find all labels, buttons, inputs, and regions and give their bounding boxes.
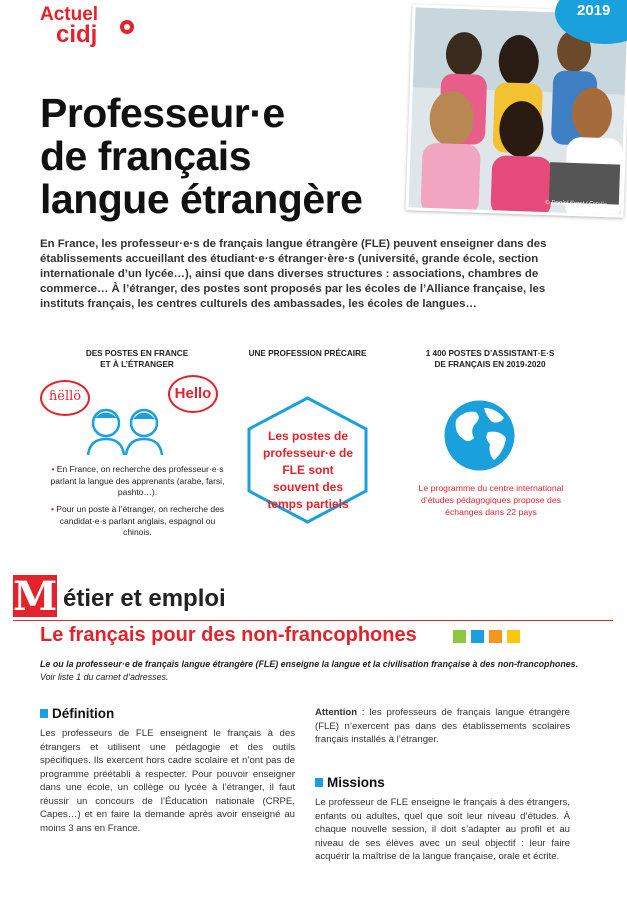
col2-title: UNE PROFESSION PRÉCAIRE	[248, 349, 367, 358]
speech-bubble-left: ɦëllö	[40, 380, 90, 416]
title-line2: de français	[40, 133, 251, 179]
section-initial: M	[13, 573, 58, 620]
definition-heading-text: Définition	[52, 706, 115, 721]
lead-paragraph	[40, 658, 585, 684]
section-rule	[13, 620, 613, 621]
missions-heading-text: Missions	[327, 775, 385, 790]
definition-heading	[40, 706, 114, 721]
section-subtitle: Le français pour des non-francophones	[40, 624, 417, 646]
lead-text: Le ou la professeur·e de français langue étrangère (FLE) enseigne la langue et la civilisation française à des non-francophones.	[40, 659, 579, 669]
col1-bullet1: • En France, on recherche des professeur·e·s parlant la langue des apprenants (arabe, farsi, pashto…).	[50, 464, 225, 497]
definition-text: Les professeurs de FLE enseignent le français à des étrangers et utilisent une pédagogie et des outils spécifiques. Ils exercent hors cadre scolaire et n’ont pas de programme préétabli à respecter. Pour pouvoir enseigner dans une école, un collège ou lycée à l’étranger, il faut réussir un concours de l’Éducation nationale (CRPE, Capes…) et en faire la demande après avoir enseigné au moins 3 ans en France.	[40, 728, 295, 834]
blue-square	[471, 630, 484, 643]
green-square	[453, 630, 466, 643]
col1-bullet2-text: Pour un poste à l’étranger, on recherche des candidat·e·s parlant anglais, espagnol ou chinois.	[56, 504, 225, 537]
orange-square	[489, 630, 502, 643]
logo-flower-icon	[120, 20, 134, 34]
col3-title-line2: DE FRANÇAIS EN 2019-2020	[434, 360, 546, 369]
col1-title-line2: ET À L’ÉTRANGER	[100, 360, 174, 369]
yellow-square	[507, 630, 520, 643]
logo-line1: Actuel	[40, 4, 99, 25]
hexagon-text: Les postes de professeur·e de FLE sont souvent des temps partiels	[262, 429, 354, 511]
intro-paragraph: En France, les professeur·e·s de français langue étrangère (FLE) peuvent enseigner dans des établissements accueillant des étudiant·e·s étranger·ère·s (université, grande école, section internationale d’un lycée…), ainsi que dans diverses structures : associations, chambres de commerce… À l’étranger, des postes sont proposés par les écoles de l’Alliance française, les instituts français, les centres culturels des ambassades, les écoles de langues…	[40, 238, 547, 310]
missions-heading	[315, 775, 385, 790]
col1-title-line1: DES POSTES EN FRANCE	[85, 349, 189, 358]
definition-square-icon	[40, 709, 48, 718]
attention-paragraph	[315, 706, 570, 747]
attention-label: Attention	[315, 707, 358, 718]
actuel-cidj-logo	[40, 6, 98, 47]
year-badge: 2019	[555, 0, 627, 44]
lead-reference: Voir liste 1 du carnet d’adresses.	[40, 672, 169, 682]
col1-bullet2: • Pour un poste à l’étranger, on recherche des candidat·e·s parlant anglais, espagnol ou chinois.	[50, 504, 225, 537]
col1-title	[62, 348, 212, 370]
speech-bubble-right: Hello	[168, 375, 218, 413]
color-squares	[453, 630, 525, 648]
col3-title-line1: 1 400 POSTES D’ASSISTANT·E·S	[425, 349, 555, 358]
title-line3: langue étrangère	[40, 176, 363, 222]
attention-text: : les professeurs de français langue étrangère (FLE) n’exercent pas dans des établissements scolaires français installés à l’étranger.	[315, 707, 570, 745]
missions-text: Le professeur de FLE enseigne le français à des étrangers, enfants ou adultes, quel que soit leur niveau d’études. À chaque nouvelle session, il doit s’adapter au profil et au niveau de ses élèves avec un seul objectif : leur faire acquérir la maîtrise de la langue française, orale et écrite.	[315, 797, 570, 862]
col3-title	[405, 348, 575, 370]
title-line1: Professeur·e	[40, 90, 285, 136]
col3-text: Le programme du centre international d’études pédagogiques propose des échanges dans 22 pays	[418, 483, 564, 517]
missions-square-icon	[315, 778, 323, 787]
globe-icon	[442, 398, 517, 473]
page-title	[40, 92, 362, 221]
two-people-icon	[86, 405, 166, 457]
col1-bullet1-text: En France, on recherche des professeur·e·s parlant la langue des apprenants (arabe, farsi, pashto…).	[50, 464, 225, 497]
logo-line2: cidj	[56, 21, 98, 49]
photo-credit: © Daniel Ernst / Fotolia	[544, 200, 607, 209]
section-heading-rest: étier et emploi	[63, 585, 226, 612]
